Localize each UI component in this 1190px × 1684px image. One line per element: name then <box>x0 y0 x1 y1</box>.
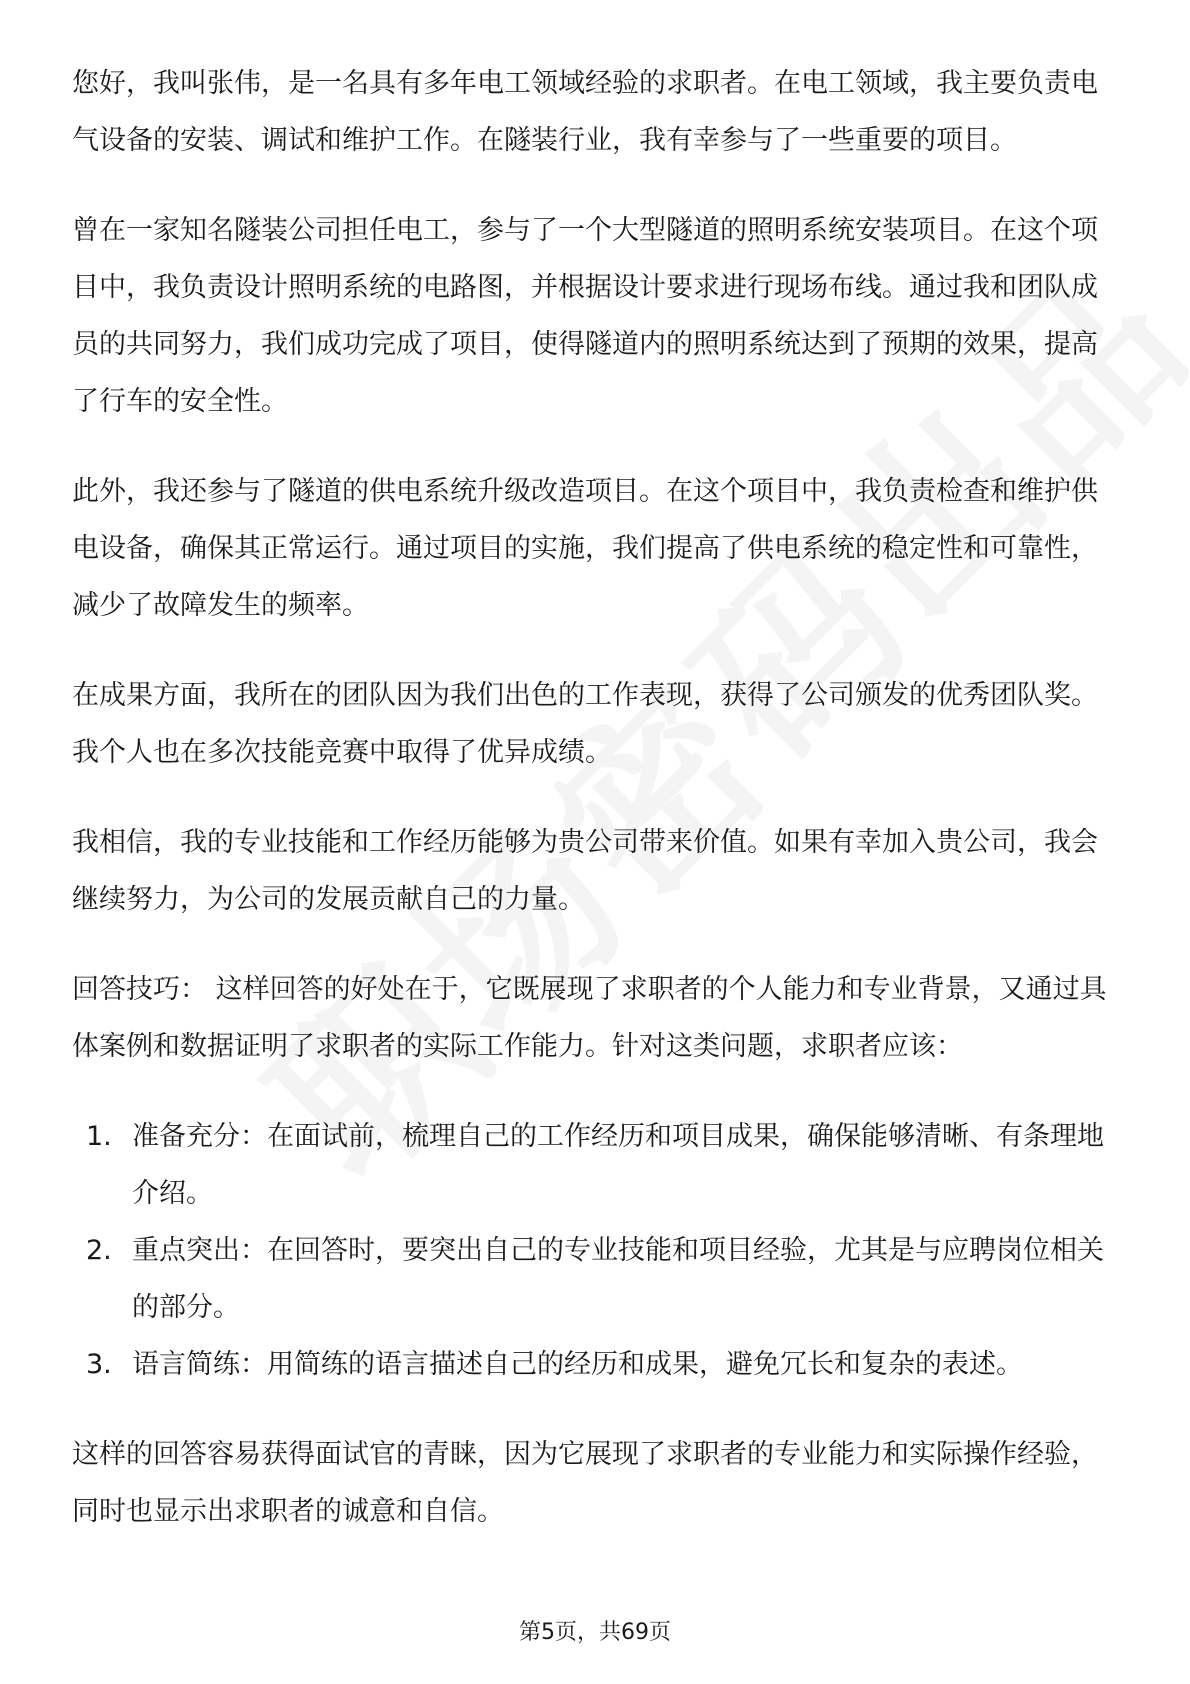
paragraph-lighting-project: 曾在一家知名隧装公司担任电工，参与了一个大型隧道的照明系统安装项目。在这个项目中，我负责设计照明系统的电路图，并根据设计要求进行现场布线。通过我和团队成员的共同努力，我们成功完成了项目，使得隧道内的照明系统达到了预期的效果，提高了行车的安全性。 <box>72 215 1098 417</box>
paragraph-achievements: 在成果方面，我所在的团队因为我们出色的工作表现，获得了公司颁发的优秀团队奖。我个人也在多次技能竞赛中取得了优异成绩。 <box>72 680 1098 768</box>
page-footer: 第5页，共69页 <box>519 1620 671 1645</box>
list-number: 1. <box>86 1121 112 1152</box>
paragraph-closing: 这样的回答容易获得面试官的青睐，因为它展现了求职者的专业能力和实际操作经验，同时也显示出求职者的诚意和自信。 <box>72 1439 1098 1527</box>
paragraph-answer-tips: 回答技巧： 这样回答的好处在于，它既展现了求职者的个人能力和专业背景，又通过具体案例和数据证明了求职者的实际工作能力。针对这类问题，求职者应该： <box>72 974 1107 1062</box>
list-item <box>72 1108 1118 1222</box>
document-body <box>72 55 1118 1573</box>
list-item <box>72 1222 1118 1336</box>
paragraph-power-project: 此外，我还参与了隧道的供电系统升级改造项目。在这个项目中，我负责检查和维护供电设备，确保其正常运行。通过项目的实施，我们提高了供电系统的稳定性和可靠性，减少了故障发生的频率。 <box>72 476 1098 621</box>
list-text: 准备充分：在面试前，梳理自己的工作经历和项目成果，确保能够清晰、有条理地介绍。 <box>132 1121 1104 1209</box>
tips-list <box>72 1108 1118 1393</box>
list-text: 语言简练：用简练的语言描述自己的经历和成果，避免冗长和复杂的表述。 <box>132 1349 1023 1380</box>
paragraph-intro: 您好，我叫张伟，是一名具有多年电工领域经验的求职者。在电工领域，我主要负责电气设备的安装、调试和维护工作。在隧装行业，我有幸参与了一些重要的项目。 <box>72 68 1098 156</box>
list-text: 重点突出：在回答时，要突出自己的专业技能和项目经验，尤其是与应聘岗位相关的部分。 <box>132 1235 1104 1323</box>
list-number: 3. <box>86 1349 112 1380</box>
list-number: 2. <box>86 1235 112 1266</box>
list-item <box>72 1336 1118 1393</box>
paragraph-belief: 我相信，我的专业技能和工作经历能够为贵公司带来价值。如果有幸加入贵公司，我会继续努力，为公司的发展贡献自己的力量。 <box>72 827 1098 915</box>
